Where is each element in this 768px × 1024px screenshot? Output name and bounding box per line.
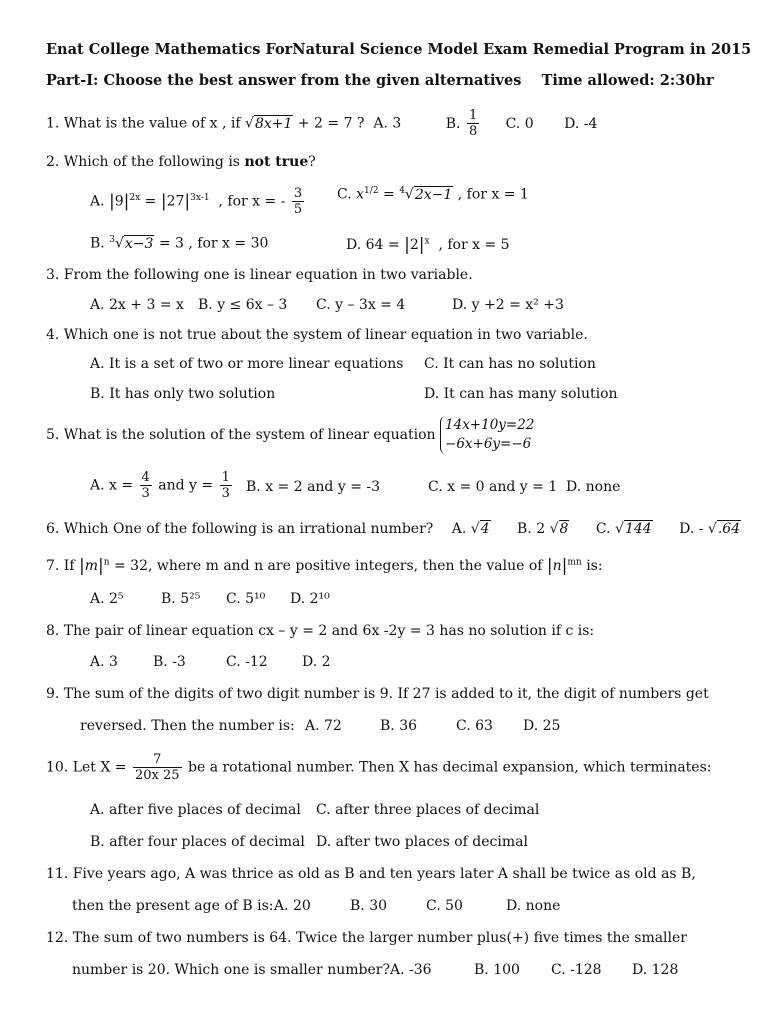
q8-option-d: D. 2	[302, 654, 331, 670]
q12-option-a: A. -36	[390, 962, 432, 978]
question-4-stem: 4. Which one is not true about the system of linear equation in two variable.	[46, 327, 588, 343]
q10-option-d: D. after two places of decimal	[316, 834, 528, 850]
q6-option-d: D. -	[679, 521, 704, 537]
q1-option-d: D. -4	[564, 115, 598, 132]
question-11-stem: 11. Five years ago, A was thrice as old as B and ten years later A shall be twice as old as B,	[46, 866, 696, 882]
q2-option-d: D. $64 = |2|^x$ , for x = 5	[346, 235, 510, 255]
q3-option-a: A. 2x + 3 = x	[90, 297, 184, 313]
q4-option-a: A. It is a set of two or more linear equations	[90, 356, 404, 372]
q7-stem-a: 7. If	[46, 558, 75, 574]
q2-d-tail: , for x = 5	[438, 237, 510, 253]
q3-option-d: D. y +2 = x² +3	[452, 297, 564, 313]
q10-option-b: B. after four places of decimal	[90, 834, 305, 850]
question-2-stem	[46, 154, 316, 170]
q6-option-a: A.	[451, 521, 467, 537]
q2-a-base2: 27	[166, 193, 185, 210]
q5-option-c: C. x = 0 and y = 1	[428, 479, 558, 495]
exam-title: Enat College Mathematics ForNatural Science Model Exam Remedial Program in 2015	[46, 41, 752, 58]
question-5-stem	[46, 416, 534, 454]
q5-a-x-num: 4	[141, 470, 150, 485]
q5-a-y-num: 1	[221, 470, 230, 485]
q2-b-radicand: x−3	[124, 235, 154, 252]
q2-option-b: B. $^3$√x−3 = 3 , for x = 30	[90, 235, 269, 252]
q9-option-a: A. 72	[305, 718, 342, 734]
q2-a-frac-den: 5	[293, 202, 303, 217]
part-instruction	[46, 72, 714, 89]
q5-stem-text: 5. What is the solution of the system of linear equation	[46, 427, 436, 443]
q12-option-d: D. 128	[632, 962, 679, 978]
q4-option-c: C. It can has no solution	[424, 356, 596, 372]
q1-stem-a: 1. What is the value of x , if	[46, 115, 241, 132]
q1-option-a: A. 3	[373, 115, 402, 132]
q1-option-b	[445, 108, 481, 139]
question-9-stem: 9. The sum of the digits of two digit number is 9. If 27 is added to it, the digit of numbers get	[46, 686, 709, 702]
q1-radicand: 8x+1	[254, 115, 293, 132]
question-12-stem: 12. The sum of two numbers is 64. Twice the larger number plus(+) five times the smaller	[46, 930, 687, 946]
q2-option-c: C. $x^{1/2} = ^4√2x-1$ , for x = 1	[337, 186, 529, 203]
q12-option-c: C. -128	[551, 962, 602, 978]
q7-exp1: n	[103, 557, 110, 568]
question-6: 6. Which One of the following is an irrational number? A. √4 B. 2 √8 C. √144 D. - √.64	[46, 521, 741, 537]
q2-d-base: 2	[409, 237, 419, 253]
q6-option-a-radicand: 4	[480, 521, 490, 537]
q7-option-b: B. 5²⁵	[161, 591, 201, 607]
q2-c-radicand: 2x−1	[414, 186, 453, 203]
q5-a-x-label: A. x =	[90, 477, 134, 494]
q7-exp2: mn	[567, 557, 582, 568]
q11-option-b: B. 30	[350, 898, 388, 914]
q9-option-d: D. 25	[523, 718, 561, 734]
q5-equation-system	[440, 416, 534, 454]
q7-stem-c: = 32, where m and n are positive integers, then the value of	[113, 558, 543, 574]
q2-c-tail: , for x = 1	[457, 186, 529, 203]
q2-a-base1: 9	[114, 193, 124, 210]
question-1: 1. What is the value of x , if √8x+1 + 2 = 7 ? A. 3 B. $\frac{1}{8}$ C. 0 D. -4	[46, 108, 598, 139]
q3-option-c: C. y – 3x = 4	[316, 297, 406, 313]
q10-stem-a: 10. Let X =	[46, 759, 127, 776]
q2-a-frac-num: 3	[293, 186, 303, 201]
q8-option-c: C. -12	[226, 654, 268, 670]
q8-option-b: B. -3	[153, 654, 186, 670]
q2-b-root-index: 3	[109, 235, 115, 245]
q5-option-d: D. none	[566, 479, 621, 495]
q3-option-b: B. y ≤ 6x – 3	[198, 297, 288, 313]
question-7-stem: 7. If $|m|^n = 32$, where m and n are positive integers, then the value of $|n|^{mn}$ is:	[46, 556, 603, 576]
q2-a-exp2: 3x-1	[190, 192, 210, 203]
q2-a-eq: =	[144, 193, 157, 210]
q2-a-exp1: 2x	[129, 192, 141, 203]
time-allowed: Time allowed: 2:30hr	[541, 72, 714, 89]
q1-option-b-den: 8	[468, 124, 478, 139]
q11-option-d: D. none	[506, 898, 561, 914]
q5-equation-2: −6x+6y=−6	[445, 436, 532, 452]
q1-option-b-label: B.	[445, 115, 461, 132]
q10-frac-num: 7	[133, 752, 182, 768]
q9-stem-continued: reversed. Then the number is:	[80, 718, 295, 734]
q11-option-a: A. 20	[274, 898, 311, 914]
q6-option-b-radicand: 8	[559, 521, 569, 537]
q12-option-b: B. 100	[474, 962, 520, 978]
q4-option-d: D. It can has many solution	[424, 386, 618, 402]
q8-option-a: A. 3	[90, 654, 118, 670]
q6-option-d-radicand: .64	[717, 521, 741, 537]
q7-base2: n	[552, 558, 562, 574]
q5-a-y-den: 3	[221, 486, 230, 501]
q6-option-c-radicand: 144	[624, 521, 652, 537]
q5-a-x-den: 3	[141, 486, 150, 501]
q11-option-c: C. 50	[426, 898, 463, 914]
q2-b-lead: B.	[90, 235, 105, 252]
q6-option-b: B. 2	[517, 521, 546, 537]
q2-d-lead: D. 64 =	[346, 237, 400, 253]
q5-equation-1: 14x+10y=22	[445, 417, 535, 433]
q2-c-lead: C.	[337, 186, 352, 203]
q11-stem-continued: then the present age of B is:	[72, 898, 274, 914]
q9-option-c: C. 63	[456, 718, 493, 734]
q10-option-c: C. after three places of decimal	[316, 802, 540, 818]
question-3-stem: 3. From the following one is linear equation in two variable.	[46, 267, 473, 283]
q1-option-b-num: 1	[468, 108, 478, 123]
question-10-stem	[46, 752, 712, 783]
q1-option-c: C. 0	[505, 115, 534, 132]
q7-option-a: A. 2⁵	[90, 591, 124, 607]
q5-option-b: B. x = 2 and y = -3	[246, 479, 381, 495]
q10-frac-den: 20x 25	[134, 768, 180, 783]
q2-option-a: A. $|9|^{2x} = |27|^{3x-1}$ , for x = - $\frac{3}{5}$	[90, 186, 303, 217]
q2-c-eq: =	[383, 186, 395, 203]
q2-c-exp-num: 1	[364, 186, 370, 196]
q4-option-b: B. It has only two solution	[90, 386, 276, 402]
question-8-stem: 8. The pair of linear equation cx – y = 2 and 6x -2y = 3 has no solution if c is:	[46, 623, 595, 639]
q2-b-tail: = 3 , for x = 30	[158, 235, 269, 252]
q2-stem-emphasis: not true	[244, 154, 309, 170]
q6-option-c: C.	[595, 521, 611, 537]
q2-stem-c: ?	[308, 154, 316, 170]
q7-option-d: D. 2¹⁰	[290, 591, 330, 607]
q2-a-lead: A.	[90, 193, 105, 210]
q6-stem-text: 6. Which One of the following is an irrational number?	[46, 521, 434, 537]
q10-option-a: A. after five places of decimal	[90, 802, 301, 818]
part-label: Part-I: Choose the best answer from the given alternatives	[46, 72, 522, 89]
q2-a-tail: , for x = -	[218, 193, 286, 210]
q7-option-c: C. 5¹⁰	[226, 591, 266, 607]
q1-stem-b: + 2 = 7 ?	[297, 115, 365, 132]
q7-stem-d: is:	[586, 558, 603, 574]
q2-c-base: x	[356, 186, 365, 203]
q2-stem-a: 2. Which of the following is	[46, 154, 240, 170]
q7-base1: m	[84, 558, 98, 574]
q10-stem-b: be a rotational number. Then X has decimal expansion, which terminates:	[188, 759, 712, 776]
q2-c-exp-den: 2	[372, 186, 379, 196]
q2-c-root-index: 4	[399, 186, 405, 196]
q5-a-y-label: and y =	[158, 477, 214, 494]
q2-d-exp: x	[424, 236, 430, 247]
q5-option-a	[90, 470, 234, 501]
q12-stem-continued: number is 20. Which one is smaller number?	[72, 962, 390, 978]
q9-option-b: B. 36	[380, 718, 418, 734]
